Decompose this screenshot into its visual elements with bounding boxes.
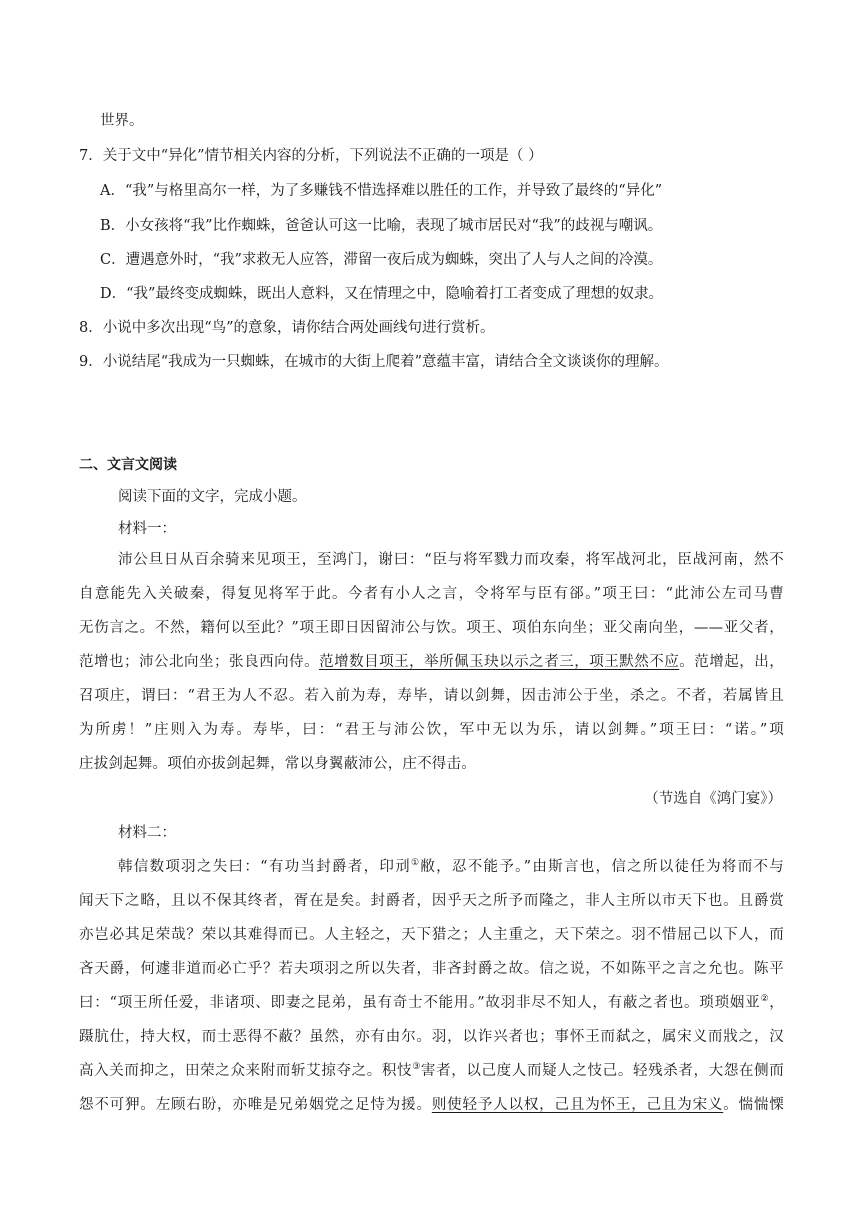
material-1-line-5: 召项庄，谓曰：“君王为人不忍。若入前为寿，寿毕，请以剑舞，因击沛公于坐，杀之。不者，若属皆且: [79, 688, 784, 704]
material-1-line-4-end: 。范增起，出，: [679, 654, 785, 670]
carry-over-text: 世界。: [100, 113, 144, 129]
material-2-line-5: [79, 993, 784, 1013]
question-9: 9．小说结尾“我成为一只蜘蛛，在城市的大街上爬着”意蕴丰富，请结合全文谈谈你的理解。: [79, 354, 669, 370]
material-1-line-6: 为所虏！”庄则入为寿。寿毕，曰：“君王与沛公饮，军中无以为乐，请以剑舞。”项王曰：“诺。”项: [79, 722, 784, 738]
material-2-line-5-start: 曰：“项王所任爱，非诸项、即妻之昆弟，虽有奇士不能用。”故羽非尽不知人，有蔽之者也。琐琐姻亚: [79, 995, 761, 1011]
material-1-line-7: 庄拔剑起舞。项伯亦拔剑起舞，常以身翼蔽沛公，庄不得击。: [79, 756, 476, 772]
material-1-line-4: [79, 652, 784, 672]
question-7-option-d: D．“我”最终变成蜘蛛，既出人意料，又在情理之中，隐喻着打工者变成了理想的奴隶。: [100, 286, 663, 302]
material-2-line-7-end: 害者，以己度人而疑人之忮己。轻残杀者，大怨在侧而: [420, 1063, 784, 1079]
material-1-line-1: 沛公旦日从百余骑来见项王，至鸿门，谢曰：“臣与将军戮力而攻秦，将军战河北，臣战河南，然不: [118, 552, 784, 568]
footnote-marker-3: ③: [412, 1062, 421, 1073]
material-2-line-8-start: 怨不可狎。左顾右盼，亦唯是兄弟姻党之足恃为援。: [79, 1097, 432, 1113]
material-1-label: 材料一：: [118, 521, 176, 537]
question-7-option-b: B．小女孩将“我”比作蜘蛛，爸爸认可这一比喻，表现了城市居民对“我”的歧视与嘲讽。: [100, 218, 663, 234]
question-7-stem: 7．关于文中“异化”情节相关内容的分析，下列说法不正确的一项是（ ）: [79, 148, 543, 164]
material-2-label: 材料二：: [118, 825, 176, 841]
material-2-line-1-start: 韩信数项羽之失曰：“有功当封爵者，印刓: [118, 859, 411, 875]
material-2-line-6: 蹑肮仕，持大权，而士恶得不蔽？虽然，亦有由尔。羽，以诈兴者也；事怀王而弑之，属宋义而戕之，汉: [79, 1029, 784, 1045]
material-1-source: （节选自《鸿门宴》）: [644, 791, 782, 807]
material-1-line-4-start: 范增也；沛公北向坐；张良西向侍。: [79, 654, 320, 670]
material-2-line-7-start: 高入关而抑之，田荣之众来附而斩艾掠夺之。积忮: [79, 1063, 413, 1079]
material-2-line-5-end: ，: [769, 995, 784, 1011]
question-7-option-c: C．遭遇意外时，“我”求救无人应答，滞留一夜后成为蜘蛛，突出了人与人之间的冷漠。: [100, 252, 663, 268]
material-2-line-7: [79, 1061, 784, 1081]
material-1-line-3: 无伤言之。不然，籍何以至此？”项王即日因留沛公与饮。项王、项伯东向坐；亚父南向坐，——亚父者，: [79, 620, 784, 636]
underlined-sentence-2: 则使轻予人以权，己且为怀王，己且为宋义: [431, 1097, 724, 1113]
material-2-line-8: [79, 1095, 784, 1115]
material-2-line-2: 闻天下之略，且以不保其终者，胥在是矣。封爵者，因乎天之所予而隆之，非人主所以市天下也。且爵赏: [79, 893, 784, 909]
material-2-line-1: [118, 857, 784, 877]
footnote-marker-1: ①: [411, 858, 421, 869]
section-heading: 二、文言文阅读: [79, 457, 177, 473]
footnote-marker-2: ②: [760, 994, 770, 1005]
question-7-option-a: A．“我”与格里高尔一样，为了多赚钱不惜选择难以胜任的工作，并导致了最终的“异化”: [100, 183, 663, 199]
underlined-sentence-1: 范增数目项王，举所佩玉玦以示之者三，项王默然不应: [319, 654, 680, 670]
material-2-line-3: 亦岂必其足荣哉？荣以其难得而已。人主轻之，天下猎之；人主重之，天下荣之。羽不惜屈己以下人，而: [79, 927, 784, 943]
material-2-line-4: 吝天爵，何遽非道而必亡乎？若夫项羽之所以失者，非吝封爵之故。信之说，不如陈平之言之允也。陈平: [79, 961, 784, 977]
reading-instruction: 阅读下面的文字，完成小题。: [118, 489, 307, 505]
material-2-line-8-end: 。惴惴慄: [723, 1097, 784, 1113]
material-2-line-1-end: 敝，忍不能予。”由斯言也，信之所以徒任为将而不与: [420, 859, 784, 875]
material-1-line-2: 自意能先入关破秦，得复见将军于此。今者有小人之言，令将军与臣有郤。”项王曰：“此沛公左司马曹: [79, 586, 784, 602]
question-8: 8．小说中多次出现“鸟”的意象，请你结合两处画线句进行赏析。: [79, 320, 495, 336]
